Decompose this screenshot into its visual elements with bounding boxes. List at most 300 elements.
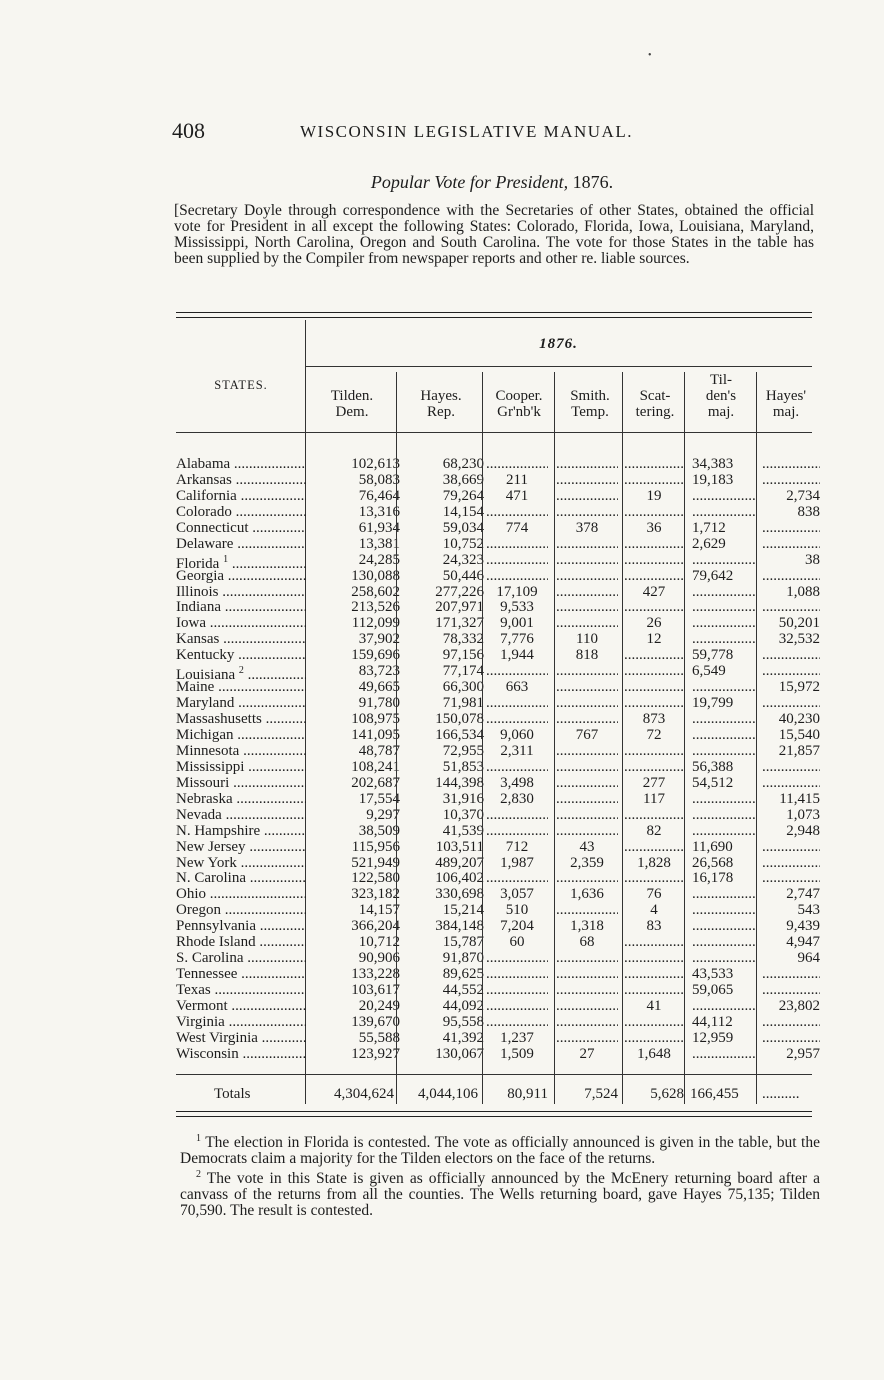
- state-name: [176, 488, 306, 504]
- cell-hayes-maj: 964: [797, 950, 820, 967]
- table-row: [176, 487, 820, 504]
- column-header-line: Gr'nb'k: [497, 404, 541, 420]
- state-name: [176, 520, 306, 536]
- footnote-ref: 2: [238, 665, 244, 677]
- page-header: [172, 118, 812, 142]
- cell-tilden: 130,088: [351, 567, 400, 584]
- state-label: Iowa: [176, 615, 206, 632]
- empty-cell: [762, 982, 820, 998]
- table-row: [176, 855, 816, 871]
- column-header-smith: [556, 388, 624, 420]
- cell-hayes: 384,148: [435, 918, 484, 935]
- state-label: Colorado: [176, 503, 232, 520]
- cell-hayes-maj: 32,532: [778, 631, 820, 648]
- empty-cell: [624, 966, 684, 982]
- totals-tilden: 4,304,624: [334, 1086, 394, 1102]
- empty-cell: [762, 599, 820, 615]
- cell-hayes: 41,539: [442, 822, 484, 839]
- empty-cell: [486, 568, 548, 584]
- state-name: [176, 711, 306, 727]
- totals-scattering: 5,628: [650, 1086, 684, 1102]
- empty-cell: [556, 456, 618, 472]
- cell-cooper: 663: [505, 679, 529, 696]
- column-header-cooper: [484, 388, 554, 420]
- table-row: [176, 711, 820, 728]
- state-name: [176, 950, 306, 966]
- empty-cell: [624, 982, 684, 998]
- state-label: Alabama: [176, 456, 231, 472]
- state-name: [176, 504, 306, 520]
- empty-cell: [624, 504, 684, 520]
- cell-hayes-maj: 40,230: [778, 711, 820, 728]
- table-row: [176, 822, 820, 839]
- state-label: Ohio: [176, 886, 206, 903]
- cell-tilden-maj: 79,642: [692, 567, 734, 584]
- cell-cooper: 1,987: [500, 854, 534, 871]
- state-label: New York: [176, 854, 237, 871]
- empty-cell: [556, 584, 618, 600]
- empty-cell: [556, 902, 618, 918]
- table-row: [176, 997, 820, 1014]
- cell-scattering: 4: [650, 902, 658, 919]
- table-row: [176, 472, 816, 488]
- empty-cell: [486, 552, 548, 568]
- cell-hayes: 24,323: [442, 551, 484, 568]
- table-row: [176, 918, 820, 935]
- empty-cell: [556, 759, 618, 775]
- empty-cell: [486, 504, 548, 520]
- empty-cell: [692, 504, 756, 520]
- cell-smith: 68: [579, 934, 595, 951]
- cell-scattering: 277: [642, 774, 666, 791]
- cell-hayes-maj: 838: [797, 503, 820, 520]
- cell-hayes-maj: 2,747: [786, 886, 820, 903]
- cell-smith: 1,636: [570, 886, 604, 903]
- state-name: [176, 631, 306, 647]
- state-label: West Virginia: [176, 1029, 258, 1046]
- empty-cell: [692, 823, 756, 839]
- cell-tilden: 61,934: [358, 519, 400, 536]
- state-name: [176, 568, 306, 584]
- cell-hayes: 103,511: [435, 838, 484, 855]
- cell-scattering: 1,828: [637, 854, 671, 871]
- totals-smith: 7,524: [584, 1086, 618, 1102]
- cell-smith: 767: [575, 726, 599, 743]
- state-label: N. Carolina: [176, 870, 246, 887]
- state-name: [176, 918, 306, 934]
- state-label: Maine: [176, 679, 215, 696]
- empty-cell: [556, 536, 618, 552]
- footnote-text: The election in Florida is contested. The vote as officially announced is given in the table, but the Democrats claim a majority for the Tilden electors on the face of the returns.: [180, 1134, 820, 1168]
- empty-cell: [762, 839, 820, 855]
- cell-tilden: 17,554: [358, 790, 400, 807]
- table-caption: [172, 172, 812, 193]
- state-name: [176, 982, 306, 998]
- cell-hayes: 97,156: [442, 647, 484, 664]
- cell-hayes: 50,446: [442, 567, 484, 584]
- cell-hayes: 130,067: [435, 1045, 484, 1062]
- cell-hayes: 207,971: [435, 599, 484, 616]
- empty-cell: [556, 679, 618, 695]
- table-row: [176, 615, 820, 632]
- column-header-tilden-maj: [686, 372, 756, 420]
- empty-cell: [556, 488, 618, 504]
- empty-cell: [556, 743, 618, 759]
- cell-tilden: 58,083: [358, 471, 400, 488]
- cell-hayes-maj: 15,540: [778, 726, 820, 743]
- cell-tilden-maj: 16,178: [692, 870, 734, 887]
- table-row: [176, 870, 816, 886]
- cell-hayes-maj: 2,957: [786, 1045, 820, 1062]
- cell-hayes: 71,981: [442, 695, 484, 712]
- table-row: [176, 950, 820, 967]
- column-header-line: maj.: [707, 404, 735, 420]
- footnote-text: The vote in this State is given as officially announced by the McEnery returning board after a canvass of the returns from all the counties. The Wells returning board, gave Hayes 75,135; Tilden 70,590. The result is contested.: [180, 1170, 820, 1220]
- empty-cell: [692, 711, 756, 727]
- cell-scattering: 12: [646, 631, 662, 648]
- state-name: [176, 775, 306, 791]
- cell-hayes-maj: 23,802: [778, 997, 820, 1014]
- state-name: [176, 727, 306, 743]
- table-row: [176, 759, 816, 775]
- empty-cell: [762, 870, 820, 886]
- cell-tilden: 76,464: [358, 487, 400, 504]
- cell-hayes: 44,552: [442, 982, 484, 999]
- table-row: [176, 663, 816, 684]
- column-divider: [622, 372, 623, 1104]
- cell-scattering: 76: [646, 886, 662, 903]
- empty-cell: [692, 902, 756, 918]
- column-header-line: Til-: [710, 372, 732, 388]
- empty-cell: [556, 1014, 618, 1030]
- table-row: [176, 839, 816, 855]
- cell-hayes: 72,955: [442, 742, 484, 759]
- empty-cell: [692, 584, 756, 600]
- empty-cell: [692, 950, 756, 966]
- cell-smith: 1,318: [570, 918, 604, 935]
- cell-tilden-maj: 12,959: [692, 1029, 734, 1046]
- cell-tilden-maj: 59,778: [692, 647, 734, 664]
- cell-tilden: 323,182: [351, 886, 400, 903]
- empty-cell: [692, 1046, 756, 1062]
- table-bottom-rule: [176, 1111, 812, 1112]
- footnote-mark: 2: [196, 1169, 201, 1181]
- empty-cell: [762, 775, 820, 791]
- cell-hayes-maj: 543: [797, 902, 820, 919]
- column-header-line: Rep.: [427, 404, 455, 420]
- column-header-hayes-maj: [756, 388, 816, 420]
- cell-scattering: 19: [646, 487, 662, 504]
- column-divider: [554, 372, 555, 1104]
- cell-tilden-maj: 19,799: [692, 695, 734, 712]
- cell-hayes: 15,214: [442, 902, 484, 919]
- empty-cell: [624, 870, 684, 886]
- state-name: [176, 695, 306, 711]
- table-row: [176, 742, 820, 759]
- empty-cell: [556, 552, 618, 568]
- cell-tilden-maj: 11,690: [692, 838, 733, 855]
- state-label: Virginia: [176, 1013, 225, 1030]
- table-row: [176, 1014, 816, 1030]
- empty-cell: [762, 695, 820, 711]
- cell-tilden-maj: 34,383: [692, 456, 734, 472]
- cell-cooper: 1,509: [500, 1045, 534, 1062]
- state-label: N. Hampshire: [176, 822, 261, 839]
- totals-tilden-maj: 166,455: [690, 1086, 739, 1102]
- empty-cell: [624, 695, 684, 711]
- state-label: Delaware: [176, 535, 234, 552]
- cell-smith: 818: [575, 647, 599, 664]
- empty-cell: [486, 536, 548, 552]
- empty-cell: [692, 599, 756, 615]
- cell-hayes-maj: 50,201: [778, 615, 820, 632]
- cell-tilden: 55,588: [358, 1029, 400, 1046]
- state-name: [176, 807, 306, 823]
- empty-cell: [556, 615, 618, 631]
- state-label: Nebraska: [176, 790, 233, 807]
- cell-hayes: 150,078: [435, 711, 484, 728]
- table-row: [176, 599, 816, 615]
- state-label: Illinois: [176, 583, 219, 600]
- cell-tilden-maj: 19,183: [692, 471, 734, 488]
- table-row: [176, 520, 816, 536]
- caption-title: Popular Vote for President,: [370, 172, 569, 192]
- cell-tilden: 83,723: [358, 663, 400, 680]
- cell-tilden: 91,780: [358, 695, 400, 712]
- empty-cell: [762, 663, 820, 679]
- cell-tilden: 102,613: [351, 456, 400, 472]
- empty-cell: [692, 934, 756, 950]
- state-label: Kansas: [176, 631, 220, 648]
- totals-label: Totals: [214, 1086, 251, 1102]
- column-header-line: den's: [705, 388, 737, 404]
- empty-cell: [556, 998, 618, 1014]
- state-name: [176, 1030, 306, 1046]
- empty-cell: [556, 663, 618, 679]
- empty-cell: [762, 456, 820, 472]
- empty-cell: [624, 839, 684, 855]
- cell-hayes: 277,226: [435, 583, 484, 600]
- cell-cooper: 9,060: [500, 726, 534, 743]
- cell-hayes: 41,392: [442, 1029, 484, 1046]
- cell-hayes: 330,698: [435, 886, 484, 903]
- column-header-line: Hayes': [765, 388, 807, 404]
- empty-cell: [556, 695, 618, 711]
- cell-tilden-maj: 43,533: [692, 966, 734, 983]
- empty-cell: [556, 950, 618, 966]
- cell-cooper: 9,533: [500, 599, 534, 616]
- cell-hayes: 10,752: [442, 535, 484, 552]
- cell-smith: 27: [579, 1045, 595, 1062]
- state-label: Minnesota: [176, 742, 240, 759]
- page-number: 408: [172, 118, 205, 143]
- state-label: Missouri: [176, 774, 230, 791]
- cell-tilden: 108,975: [351, 711, 400, 728]
- empty-cell: [556, 711, 618, 727]
- empty-cell: [692, 886, 756, 902]
- cell-tilden: 14,157: [358, 902, 400, 919]
- cell-hayes-maj: 4,947: [786, 934, 820, 951]
- empty-cell: [692, 679, 756, 695]
- state-name: [176, 743, 306, 759]
- empty-cell: [624, 934, 684, 950]
- empty-cell: [556, 966, 618, 982]
- cell-tilden: 48,787: [358, 742, 400, 759]
- cell-hayes-maj: 1,088: [786, 583, 820, 600]
- cell-cooper: 211: [506, 471, 528, 488]
- cell-tilden: 10,712: [358, 934, 400, 951]
- cell-tilden-maj: 6,549: [692, 663, 726, 680]
- table-row: [176, 934, 820, 951]
- cell-tilden: 103,617: [351, 982, 400, 999]
- table-row: [176, 456, 816, 472]
- empty-cell: [762, 647, 820, 663]
- empty-cell: [624, 663, 684, 679]
- state-name: [176, 1014, 306, 1030]
- cell-hayes: 38,669: [442, 471, 484, 488]
- empty-cell: [556, 775, 618, 791]
- cell-tilden: 90,906: [358, 950, 400, 967]
- state-label: Nevada: [176, 806, 222, 823]
- state-label: Michigan: [176, 726, 234, 743]
- table-top-rule: [176, 312, 812, 313]
- column-header-line: Dem.: [335, 404, 369, 420]
- empty-cell: [624, 950, 684, 966]
- empty-cell: [486, 456, 548, 472]
- table-row: [176, 647, 816, 663]
- year-underline: [305, 366, 812, 367]
- cell-cooper: 17,109: [496, 583, 538, 600]
- empty-cell: [556, 791, 618, 807]
- empty-cell: [692, 631, 756, 647]
- empty-cell: [624, 568, 684, 584]
- table-row: [176, 726, 820, 743]
- cell-cooper: 3,498: [500, 774, 534, 791]
- state-name: [176, 1046, 306, 1062]
- empty-cell: [692, 998, 756, 1014]
- table-row: [176, 775, 816, 791]
- empty-cell: [486, 695, 548, 711]
- year-heading: 1876.: [539, 336, 578, 352]
- table-row: [176, 902, 820, 919]
- running-head: WISCONSIN LEGISLATIVE MANUAL.: [300, 122, 633, 141]
- state-name: [176, 886, 306, 902]
- empty-cell: [624, 1014, 684, 1030]
- state-name: [176, 599, 306, 615]
- cell-scattering: 427: [642, 583, 666, 600]
- empty-cell: [556, 599, 618, 615]
- cell-tilden: 38,509: [358, 822, 400, 839]
- empty-cell: [556, 807, 618, 823]
- empty-cell: [486, 870, 548, 886]
- cell-tilden: 49,665: [358, 679, 400, 696]
- cell-tilden: 122,580: [351, 870, 400, 887]
- cell-cooper: 2,830: [500, 790, 534, 807]
- cell-cooper: 7,204: [500, 918, 534, 935]
- cell-hayes: 106,402: [435, 870, 484, 887]
- cell-scattering: 26: [646, 615, 662, 632]
- cell-hayes: 44,092: [442, 997, 484, 1014]
- empty-cell: [624, 599, 684, 615]
- empty-cell: [556, 504, 618, 520]
- state-label: Rhode Island: [176, 934, 256, 951]
- cell-hayes: 14,154: [442, 503, 484, 520]
- cell-hayes: 68,230: [442, 456, 484, 472]
- empty-cell: [624, 1030, 684, 1046]
- empty-cell: [762, 472, 820, 488]
- empty-cell: [486, 998, 548, 1014]
- cell-tilden-maj: 1,712: [692, 519, 726, 536]
- empty-cell: [762, 536, 820, 552]
- state-name: [176, 615, 306, 631]
- cell-cooper: 9,001: [500, 615, 534, 632]
- empty-cell: [486, 807, 548, 823]
- empty-cell: [762, 966, 820, 982]
- footnote-1: [180, 1131, 820, 1167]
- state-name: [176, 823, 306, 839]
- cell-smith: 43: [579, 838, 595, 855]
- cell-hayes: 15,787: [442, 934, 484, 951]
- state-label: New Jersey: [176, 838, 246, 855]
- cell-hayes: 166,534: [435, 726, 484, 743]
- cell-hayes: 78,332: [442, 631, 484, 648]
- empty-cell: [486, 759, 548, 775]
- caption-year: 1876.: [572, 172, 614, 192]
- cell-hayes: 91,870: [442, 950, 484, 967]
- state-label: Texas: [176, 982, 211, 999]
- cell-tilden: 133,228: [351, 966, 400, 983]
- cell-cooper: 774: [505, 519, 529, 536]
- cell-hayes: 171,327: [435, 615, 484, 632]
- cell-tilden: 141,095: [351, 726, 400, 743]
- cell-tilden-maj: 2,629: [692, 535, 726, 552]
- empty-cell: [624, 759, 684, 775]
- empty-cell: [692, 552, 756, 568]
- cell-hayes: 144,398: [435, 774, 484, 791]
- table-top-rule-thin: [176, 317, 812, 318]
- empty-cell: [624, 472, 684, 488]
- ink-speck: •: [648, 50, 652, 61]
- state-label: S. Carolina: [176, 950, 244, 967]
- empty-cell: [762, 855, 820, 871]
- table-row: [176, 679, 820, 696]
- empty-cell: [624, 552, 684, 568]
- state-label: Indiana: [176, 599, 221, 616]
- table-row: [176, 551, 820, 572]
- totals-cooper: 80,911: [507, 1086, 548, 1102]
- column-divider: [482, 372, 483, 1104]
- cell-tilden: 13,316: [358, 503, 400, 520]
- cell-cooper: 1,944: [500, 647, 534, 664]
- cell-scattering: 117: [643, 790, 665, 807]
- cell-smith: 110: [576, 631, 598, 648]
- cell-cooper: 60: [509, 934, 525, 951]
- state-name: [176, 855, 306, 871]
- state-name: [176, 870, 306, 886]
- cell-hayes: 77,174: [442, 663, 484, 680]
- empty-cell: [486, 823, 548, 839]
- column-header-tilden: [306, 388, 398, 420]
- cell-cooper: 7,776: [500, 631, 534, 648]
- table-row: [176, 536, 816, 552]
- cell-hayes-maj: 1,073: [786, 806, 820, 823]
- empty-cell: [624, 456, 684, 472]
- column-header-scattering: [624, 388, 686, 420]
- column-header-line: maj.: [772, 404, 800, 420]
- empty-cell: [624, 743, 684, 759]
- state-label: Arkansas: [176, 471, 232, 488]
- cell-tilden: 139,670: [351, 1013, 400, 1030]
